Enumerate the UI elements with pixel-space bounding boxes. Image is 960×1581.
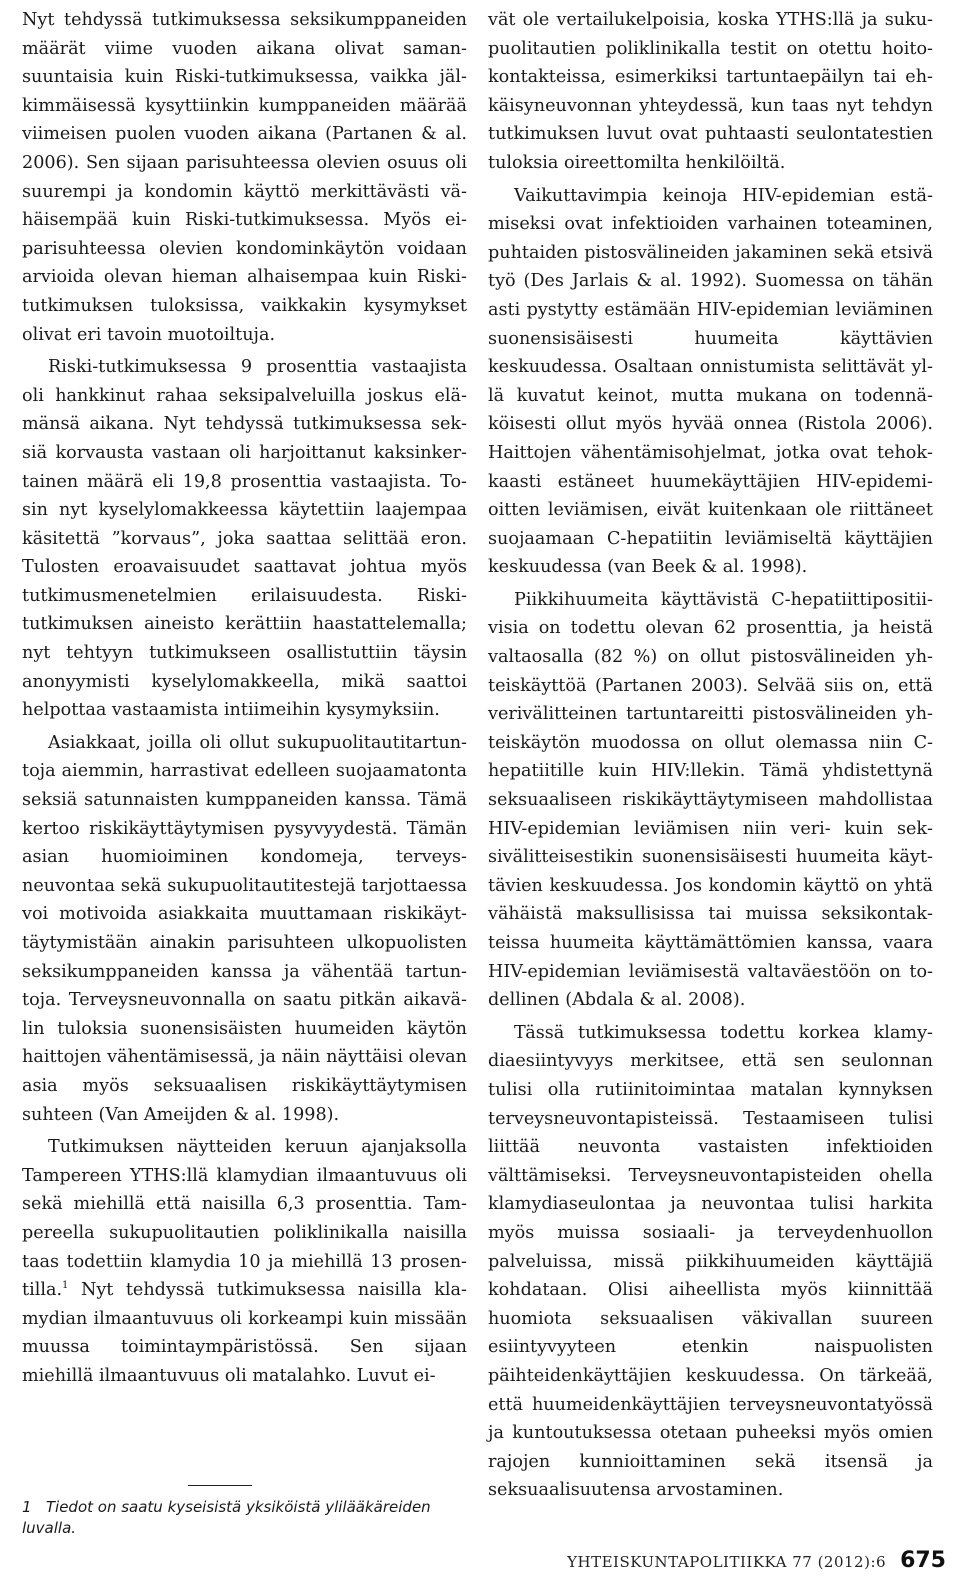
paragraph: vät ole vertailukelpoisia, koska YTHS:llä ja sukupuolitautien poliklinikalla testit on otettu hoitokontakteissa, esimerkiksi tartuntaepäilyn tai ehkäisyneuvonnan yhteydessä, kun taas nyt tehdyn tutkimuksen luvut ovat puhtaasti seulontatestien tuloksia oireettomilta henkilöiltä. (488, 10, 933, 173)
footnote-text: Tiedot on saatu kyseisistä yksiköistä ylilääkäreiden luvalla. (22, 1498, 431, 1537)
footnote-marker[interactable]: 1 (62, 1280, 69, 1292)
paragraph: Piikkihuumeita käyttävistä C-hepatiittipositiivisia on todettu olevan 62 prosenttia, ja heistä valtaosalla (82 %) on ollut pistosvälineiden yhteiskäyttöä (Partanen 2003). Selvää siis on, että verivälitteinen tartuntareitti pistosvälineiden yhteiskäytön muodossa on ollut olemassa niin C-hepatiitille kuin HIV:llekin. Tämä yhdistettynä seksuaaliseen riskikäyttäytymiseen mahdollistaa HIV-epidemian leviämisen niin veri- kuin seksivälitteisestikin suonensisäisesti huumeita käyttävien keskuudessa. Jos kondomin käyttö on yhtä vähäistä maksullisissa tai muissa seksikontakteissa huumeita käyttämättömien kanssa, vaara HIV-epidemian leviämisestä valtaväestöön on todellinen (Abdala & al. 2008). (488, 589, 933, 1011)
paragraph: Nyt tehdyssä tutkimuksessa seksikumppaneiden määrät viime vuoden aikana olivat samansuuntaisia kuin Riski-tutkimuksessa, vaikka jälkimmäisessä kysyttiinkin kumppaneiden määrää viimeisen puolen vuoden aikana (Partanen & al. 2006). Sen sijaan parisuhteessa olevien osuus oli suurempi ja kondomin käyttö merkittävästi vähäisempää kuin Riski-tutkimuksessa. Myös ei-parisuhteessa olevien kondominkäytön voidaan arvioida olevan hieman alhaisempaa kuin Riski-tutkimuksen tuloksissa, vaikkakin kysymykset olivat eri tavoin muotoiltuja. (22, 10, 467, 345)
paragraph (22, 1133, 467, 1390)
paragraph-text: Nyt tehdyssä tutkimuksessa naisilla klamydian ilmaantuvuus oli korkeampi kuin missään muussa toimintaympäristössä. Sen sijaan miehillä ilmaantuvuus oli matalahko. Luvut ei- (22, 1280, 467, 1386)
right-column (488, 6, 933, 1509)
paragraph-text: Tutkimuksen näytteiden keruun ajanjaksolla Tampereen YTHS:llä klamydian ilmaantuvuus oli sekä miehillä että naisilla 6,3 prosenttia. Tampereella sukupuolitautien poliklinikalla naisilla taas todettiin klamydia 10 ja miehillä 13 prosentilla. (22, 1137, 467, 1301)
page-number: 675 (900, 1548, 946, 1573)
footnote-number: 1 (22, 1498, 32, 1516)
paragraph: Tässä tutkimuksessa todettu korkea klamydiaesiintyvyys merkitsee, että sen seulonnan tulisi olla rutiinitoimintaa matalan kynnyksen terveysneuvontapisteissä. Testaamiseen tulisi liittää neuvonta vastaisten infektioiden välttämiseksi. Terveysneuvontapisteiden ohella klamydiaseulontaa ja neuvontaa tulisi harkita myös muissa sosiaali- ja terveydenhuollon palveluissa, missä piikkihuumeiden käyttäjiä kohdataan. Olisi aiheellista myös kiinnittää huomiota seksuaalisen väkivallan suureen esiintyvyyteen etenkin naispuolisten päihteidenkäyttäjien keskuudessa. On tärkeää, että huumeidenkäyttäjien terveysneuvontatyössä ja kuntoutuksessa otetaan puheeksi myös omien rajojen kunnioittaminen sekä itsensä ja seksuaalisuutensa arvostaminen. (488, 1022, 933, 1501)
footnote (22, 1497, 452, 1539)
paragraph: Vaikuttavimpia keinoja HIV-epidemian estämiseksi ovat infektioiden varhainen toteaminen, puhtaiden pistosvälineiden jakaminen sekä etsivä työ (Des Jarlais & al. 1992). Suomessa on tähän asti pystytty estämään HIV-epidemian leviäminen suonensisäisesti huumeita käyttävien keskuudessa. Osaltaan onnistumista selittävät yllä kuvatut keinot, mutta mukana on todennäköisesti ollut myös hyvää onnea (Ristola 2006). Haittojen vähentämisohjelmat, jotka ovat tehokkaasti estäneet huumekäyttäjien HIV-epidemioitten leviämisen, eivät kuitenkaan ole riittäneet suojaamaan C-hepatiitin leviämiseltä käyttäjien keskuudessa (van Beek & al. 1998). (488, 185, 933, 578)
paragraph: Riski-tutkimuksessa 9 prosenttia vastaajista oli hankkinut rahaa seksipalveluilla joskus elämänsä aikana. Nyt tehdyssä tutkimuksessa seksiä korvausta vastaan oli harjoittanut kaksinkertainen määrä eli 19,8 prosenttia vastaajista. Tosin nyt kyselylomakkeessa käytettiin laajempaa käsitettä ”korvaus”, joka saattaa selittää eron. Tulosten eroavaisuudet saattavat johtua myös tutkimusmenetelmien erilaisuudesta. Riski-tutkimuksen aineisto kerättiin haastattelemalla; nyt tehtyyn tutkimukseen osallistuttiin täysin anonyymisti kyselylomakkeella, mikä saattoi helpottaa vastaamista intiimeihin kysymyksiin. (22, 357, 467, 721)
footnote-divider (188, 1485, 252, 1486)
left-column (22, 6, 467, 1395)
paragraph: Asiakkaat, joilla oli ollut sukupuolitautitartuntoja aiemmin, harrastivat edelleen suojaamatonta seksiä satunnaisten kumppaneiden kanssa. Tämä kertoo riskikäyttäytymisen pysyvyydestä. Tämän asian huomioiminen kondomeja, terveysneuvontaa sekä sukupuolitautitestejä tarjottaessa voi motivoida asiakkaita muuttamaan riskikäyttäytymistään ainakin parisuhteen ulkopuolisten seksikumppaneiden kanssa ja vähentää tartuntoja. Terveysneuvonnalla on saatu pitkän aikavälin tuloksia suonensisäisten huumeiden käytön haittojen vähentämisessä, ja näin näyttäisi olevan asia myös seksuaalisen riskikäyttäytymisen suhteen (Van Ameijden & al. 1998). (22, 732, 467, 1125)
page-footer (567, 1548, 946, 1573)
journal-name: YHTEISKUNTAPOLITIIKKA 77 (2012):6 (567, 1553, 887, 1571)
